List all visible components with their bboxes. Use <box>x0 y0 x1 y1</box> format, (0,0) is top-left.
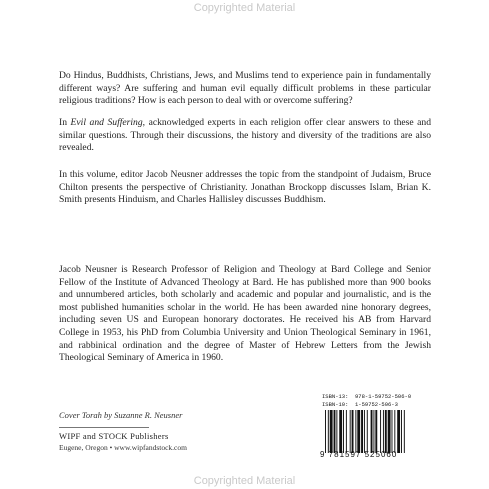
watermark-bottom: Copyrighted Material <box>193 475 296 487</box>
description-paragraph-2 <box>59 117 431 155</box>
divider <box>59 427 149 428</box>
barcode-icon <box>324 410 448 453</box>
book-title: Evil and Suffering <box>70 117 143 128</box>
isbn-barcode-block <box>318 392 452 466</box>
barcode-digits: 9 781597 525060 <box>320 450 398 459</box>
author-bio: Jacob Neusner is Research Professor of Religion and Theology at Bard College and Senior Fellow of the Institute of Advanced Theology at Bard. He has published more than 900 books and unnumbered articles, both scholarly and academic and popular and journalistic, and is the most published humanities scholar in the world. He has been awarded nine honorary degrees, including seven US and European honorary doctorates. He received his AB from Harvard College in 1953, his PhD from Columbia University and Union Theological Seminary in 1961, and rabbinical ordination and the degree of Master of Hebrew Letters from the Jewish Theological Seminary of America in 1960. <box>59 264 431 364</box>
description-paragraph-3: In this volume, editor Jacob Neusner addresses the topic from the standpoint of Judaism, Bruce Chilton presents the perspective of Christianity. Jonathan Brockopp discusses Islam, Brian K. Smith presents Hinduism, and Charles Hallisley discusses Buddhism. <box>59 169 431 206</box>
watermark-top: Copyrighted Material <box>193 2 296 14</box>
isbn-13: ISBN-13: 978-1-59752-506-0 <box>322 393 412 400</box>
p2-rest: , acknowledged experts in each religion offer clear answers to these and similar questions. Through their discussions, the history and diversity of the traditions are also revealed. <box>59 117 432 154</box>
isbn-10: ISBN-10: 1-59752-506-3 <box>322 401 398 408</box>
publisher-name: WIPF and STOCK Publishers <box>59 431 169 441</box>
publisher-location: Eugene, Oregon • www.wipfandstock.com <box>59 443 187 452</box>
cover-credit: Cover Torah by Suzanne R. Neusner <box>59 410 183 420</box>
p2-lead: In <box>59 117 71 128</box>
description-paragraph-1: Do Hindus, Buddhists, Christians, Jews, and Muslims tend to experience pain in fundamentally different ways? Are suffering and human evil equally difficult problems in these particular religious traditions? How is each person to deal with or overcome suffering? <box>59 70 431 107</box>
